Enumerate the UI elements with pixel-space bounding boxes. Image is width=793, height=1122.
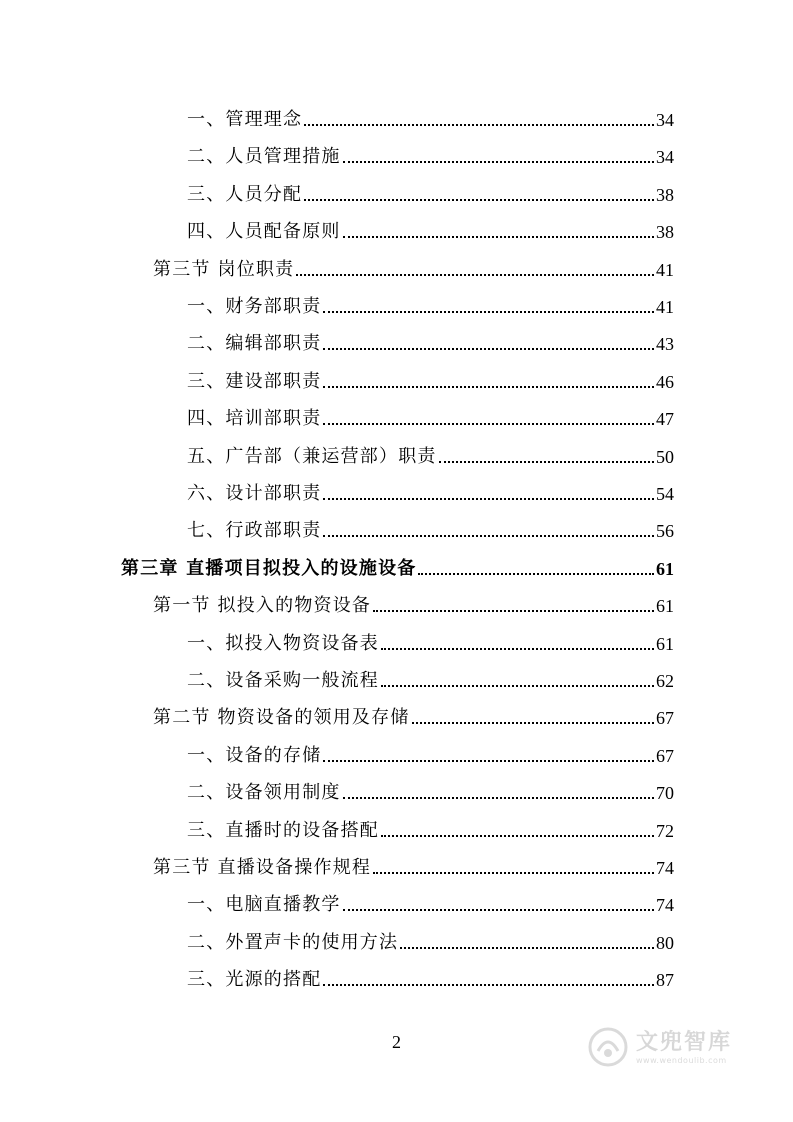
toc-entry-item[interactable] [187, 924, 674, 954]
toc-entry-page: 47 [656, 409, 674, 430]
toc-entry-item[interactable] [187, 400, 674, 430]
toc-entry-label: 三、建设部职责 [187, 370, 322, 392]
toc-entry-page: 70 [656, 783, 674, 804]
toc-entry-item[interactable] [187, 176, 674, 206]
toc-entry-item[interactable] [187, 812, 674, 842]
toc-entry-label: 五、广告部（兼运营部）职责 [187, 445, 437, 467]
toc-entry-page: 61 [656, 558, 674, 579]
toc-entry-label: 一、财务部职责 [187, 296, 322, 317]
toc-entry-page: 74 [656, 895, 674, 916]
toc-dot-leader [343, 909, 654, 911]
toc-entry-label: 四、人员配备原则 [187, 221, 341, 243]
toc-dot-leader [343, 797, 654, 799]
toc-entry-page: 43 [656, 334, 674, 355]
toc-entry-item[interactable] [187, 737, 674, 767]
toc-entry-label: 第一节 拟投入的物资设备 [153, 595, 372, 617]
toc-dot-leader [343, 236, 654, 238]
toc-dot-leader [323, 348, 654, 350]
toc-entry-label: 三、直播时的设备搭配 [187, 819, 379, 841]
toc-dot-leader [400, 947, 654, 949]
toc-dot-leader [343, 161, 654, 163]
toc-entry-label: 二、人员管理措施 [187, 146, 341, 168]
toc-dot-leader [418, 573, 654, 575]
toc-entry-label: 第二节 物资设备的领用及存储 [153, 707, 410, 729]
toc-entry-label: 二、外置声卡的使用方法 [187, 931, 399, 953]
toc-entry-page: 56 [656, 521, 674, 542]
toc-entry-label: 二、设备采购一般流程 [187, 670, 379, 691]
toc-entry-item[interactable] [187, 512, 674, 542]
toc-entry-label: 第三章 直播项目拟投入的设施设备 [121, 557, 417, 579]
watermark [588, 1018, 758, 1076]
toc-dot-leader [439, 461, 654, 463]
toc-dot-leader [323, 984, 654, 986]
toc-entry-item[interactable] [187, 475, 674, 505]
toc-dot-leader [304, 199, 654, 201]
toc-dot-leader [323, 311, 654, 313]
toc-entry-item[interactable] [187, 138, 674, 168]
toc-dot-leader [323, 498, 654, 500]
toc-dot-leader [412, 722, 654, 724]
toc-entry-page: 41 [656, 297, 674, 317]
toc-entry-label: 一、管理理念 [187, 109, 303, 130]
toc-dot-leader [373, 610, 654, 612]
toc-entry-item[interactable] [187, 363, 674, 393]
toc-entry-item[interactable] [187, 662, 674, 692]
toc-entry-page: 72 [656, 820, 674, 841]
toc-entry-item[interactable] [187, 886, 674, 916]
toc-entry-item[interactable] [187, 288, 674, 318]
toc-entry-page: 67 [656, 745, 674, 766]
toc-entry-section[interactable] [153, 849, 674, 879]
toc-entry-page: 61 [656, 633, 674, 654]
toc-entry-label: 一、电脑直播教学 [187, 894, 341, 916]
toc-entry-page: 50 [656, 446, 674, 467]
toc-entry-page: 46 [656, 371, 674, 392]
toc-entry-page: 38 [656, 222, 674, 243]
toc-dot-leader [381, 685, 654, 687]
toc-entry-label: 二、编辑部职责 [187, 333, 322, 355]
watermark-url: www.wendoulib.com [636, 1055, 727, 1065]
toc-dot-leader [323, 760, 654, 762]
toc-entry-page: 80 [656, 932, 674, 953]
toc-entry-page: 34 [656, 110, 674, 130]
toc-entry-item[interactable] [187, 774, 674, 804]
toc-entry-item[interactable] [187, 325, 674, 355]
watermark-name: 文兜智库 [636, 1029, 733, 1055]
toc-entry-page: 41 [656, 259, 674, 280]
toc-dot-leader [296, 274, 654, 276]
toc-dot-leader [323, 386, 654, 388]
toc-entry-page: 62 [656, 671, 674, 691]
toc-entry-page: 87 [656, 970, 674, 991]
toc-entry-section[interactable] [153, 587, 674, 617]
toc-entry-page: 54 [656, 484, 674, 504]
toc-entry-page: 74 [656, 858, 674, 878]
toc-entry-label: 四、培训部职责 [187, 408, 322, 430]
toc-entry-label: 七、行政部职责 [187, 520, 322, 542]
toc-entry-label: 二、设备领用制度 [187, 782, 341, 804]
page-number: 2 [392, 1032, 401, 1052]
toc-entry-chapter[interactable] [121, 550, 674, 580]
toc-entry-page: 38 [656, 184, 674, 205]
watermark-logo-icon [588, 1027, 628, 1067]
watermark-text [636, 1030, 732, 1065]
toc-entry-page: 61 [656, 596, 674, 617]
toc-dot-leader [373, 872, 654, 874]
toc-entry-section[interactable] [153, 699, 674, 729]
toc-entry-item[interactable] [187, 101, 674, 131]
toc-entry-item[interactable] [187, 438, 674, 468]
toc-entry-label: 第三节 直播设备操作规程 [153, 857, 372, 878]
toc-entry-page: 34 [656, 147, 674, 168]
toc-entry-item[interactable] [187, 625, 674, 655]
toc-dot-leader [381, 835, 654, 837]
toc-entry-page: 67 [656, 708, 674, 729]
toc-dot-leader [323, 535, 654, 537]
toc-entry-label: 六、设计部职责 [187, 483, 322, 504]
toc-entry-label: 一、设备的存储 [187, 744, 322, 766]
toc-entry-label: 第三节 岗位职责 [153, 258, 295, 280]
toc-entry-item[interactable] [187, 961, 674, 991]
toc-dot-leader [304, 124, 654, 126]
toc-entry-section[interactable] [153, 251, 674, 281]
toc-entry-item[interactable] [187, 213, 674, 243]
toc-dot-leader [381, 648, 654, 650]
toc-entry-label: 三、光源的搭配 [187, 969, 322, 991]
toc-entry-label: 三、人员分配 [187, 183, 303, 205]
toc-dot-leader [323, 423, 654, 425]
toc-entry-label: 一、拟投入物资设备表 [187, 632, 379, 654]
